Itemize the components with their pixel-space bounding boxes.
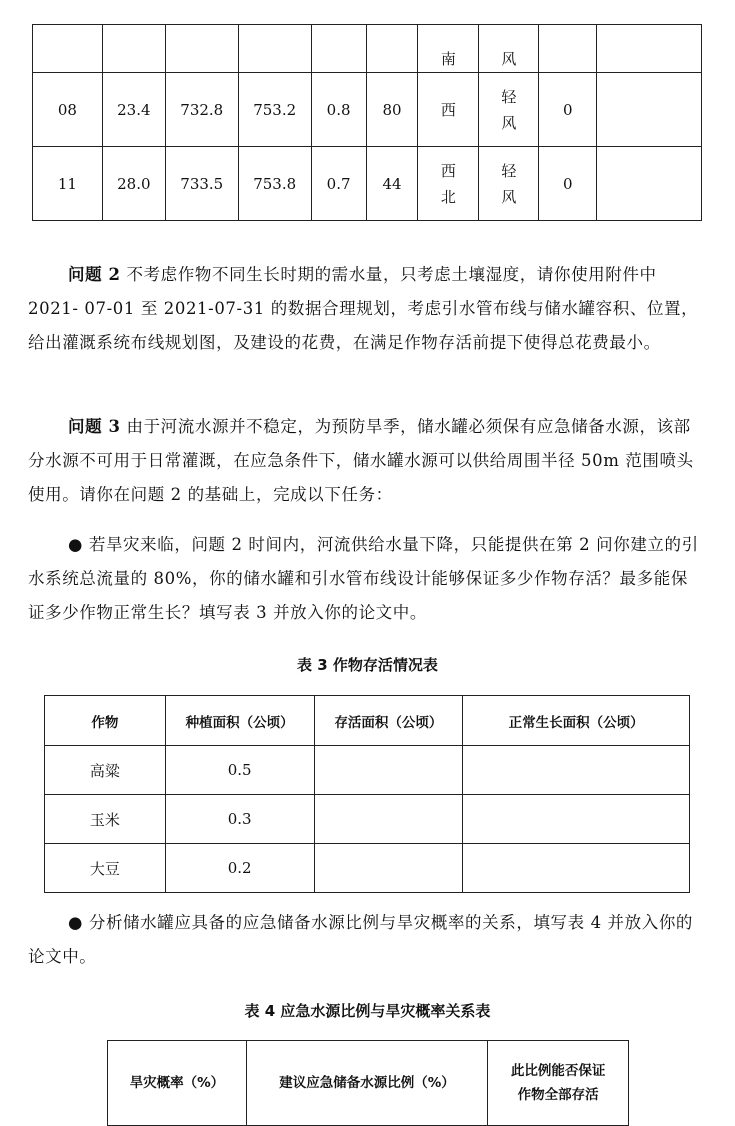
cell-humidity — [366, 25, 418, 73]
table-row — [33, 25, 702, 73]
weather-data-table — [32, 24, 702, 221]
normal-growth-area-cell — [463, 746, 690, 795]
survival-area-cell — [314, 746, 463, 795]
cell-hour — [33, 25, 103, 73]
cell-precipitation — [539, 147, 597, 221]
cell-text: 753.8 — [253, 174, 297, 193]
cell-wind-level — [479, 147, 539, 221]
crop-name: 大豆 — [45, 844, 166, 893]
cell-text: 风 — [501, 50, 517, 68]
cell-wind-speed — [311, 147, 366, 221]
cell-text: 风 — [501, 113, 517, 132]
cell-text: 753.2 — [253, 100, 297, 119]
cell-wind-speed — [311, 73, 366, 147]
question-2-label: 问题 2 — [68, 265, 121, 284]
header-normal-growth-area: 正常生长面积（公顷） — [463, 696, 690, 746]
header-survival-area: 存活面积（公顷） — [314, 696, 463, 746]
cell-temperature — [102, 25, 165, 73]
cell-wind-speed — [311, 25, 366, 73]
survival-area-cell — [314, 844, 463, 893]
cell-text: 80 — [382, 100, 402, 119]
cell-text: 23.4 — [117, 100, 151, 119]
cell-text: 西 — [440, 100, 456, 119]
table-4-caption: 表 4 应急水源比例与旱灾概率关系表 — [244, 1002, 491, 1020]
cell-precipitation — [539, 73, 597, 147]
header-line: 建议应急储备水源比例（%） — [279, 1075, 455, 1091]
table-row — [45, 844, 690, 893]
cell-pressure-b — [238, 147, 311, 221]
normal-growth-area-cell — [463, 795, 690, 844]
normal-growth-area-cell — [463, 844, 690, 893]
table-row — [45, 795, 690, 844]
cell-wind-level — [479, 73, 539, 147]
table-row — [33, 73, 702, 147]
cell-extra — [597, 147, 702, 221]
cell-text: 西 — [440, 161, 456, 180]
cell-temperature — [102, 147, 165, 221]
cell-extra — [597, 73, 702, 147]
header-drought-probability — [108, 1041, 247, 1126]
cell-humidity — [366, 73, 418, 147]
drought-ratio-table — [107, 1040, 629, 1126]
cell-text: 北 — [440, 187, 456, 206]
header-line: 作物全部存活 — [517, 1087, 599, 1103]
crop-survival-table — [44, 695, 690, 893]
cell-hour — [33, 147, 103, 221]
question-2-text: 不考虑作物不同生长时期的需水量，只考虑土壤湿度，请你使用附件中 2021- 07-01 至 2021-07-31 的数据合理规划，考虑引水管布线与储水罐容积、位置，给出灌溉系统布线规划图，及建设的花费，在满足作物存活前提下使得总花费最小。 — [28, 265, 699, 352]
cell-text: 0 — [562, 100, 573, 119]
cell-hour — [33, 73, 103, 147]
cell-wind-direction — [418, 25, 479, 73]
cell-wind-direction — [418, 147, 479, 221]
cell-wind-level — [479, 25, 539, 73]
question-3-paragraph — [28, 410, 704, 512]
planted-area: 0.5 — [165, 746, 314, 795]
crop-name: 高粱 — [45, 746, 166, 795]
bullet-emergency-ratio — [28, 906, 704, 974]
crop-name: 玉米 — [45, 795, 166, 844]
cell-extra — [597, 25, 702, 73]
cell-text: 44 — [382, 174, 402, 193]
cell-pressure-a — [165, 73, 238, 147]
question-2-paragraph — [28, 258, 704, 360]
planted-area: 0.3 — [165, 795, 314, 844]
question-3-text: 由于河流水源并不稳定，为预防旱季，储水罐必须保有应急储备水源，该部分水源不可用于日常灌溉，在应急条件下，储水罐水源可以供给周围半径 50m 范围喷头使用。请你在问题 2 的基础上，完成以下任务： — [28, 417, 694, 504]
cell-text: 轻 — [501, 161, 517, 180]
bullet-emergency-ratio-text: ● 分析储水罐应具备的应急储备水源比例与旱灾概率的关系，填写表 4 并放入你的论文中。 — [28, 913, 694, 966]
cell-text: 0.8 — [326, 100, 351, 119]
cell-text: 08 — [57, 100, 77, 119]
header-crop: 作物 — [45, 696, 166, 746]
cell-pressure-b — [238, 25, 311, 73]
cell-temperature — [102, 73, 165, 147]
header-guarantee-survival — [488, 1041, 629, 1126]
header-line: 旱灾概率（%） — [129, 1075, 225, 1091]
cell-humidity — [366, 147, 418, 221]
cell-text: 732.8 — [180, 100, 224, 119]
table-row — [45, 746, 690, 795]
header-line: 此比例能否保证 — [510, 1063, 606, 1079]
cell-wind-direction — [418, 73, 479, 147]
cell-text: 轻 — [501, 87, 517, 106]
cell-text: 11 — [57, 174, 77, 193]
cell-text: 733.5 — [180, 174, 224, 193]
header-planted-area: 种植面积（公顷） — [165, 696, 314, 746]
cell-text: 28.0 — [117, 174, 151, 193]
bullet-drought-survival-text: ● 若旱灾来临，问题 2 时间内，河流供给水量下降，只能提供在第 2 问你建立的引水系统总流量的 80%，你的储水罐和引水管布线设计能够保证多少作物存活？最多能保证多少作物正常生长？填写表 3 并放入你的论文中。 — [28, 535, 699, 622]
table-header-row — [45, 696, 690, 746]
table-row — [33, 147, 702, 221]
cell-text: 0.7 — [326, 174, 351, 193]
table-3-caption: 表 3 作物存活情况表 — [297, 656, 438, 674]
header-suggested-ratio — [246, 1041, 488, 1126]
question-3-label: 问题 3 — [68, 417, 121, 436]
cell-text: 南 — [440, 50, 456, 68]
cell-pressure-a — [165, 147, 238, 221]
table-header-row — [108, 1041, 629, 1126]
cell-pressure-b — [238, 73, 311, 147]
planted-area: 0.2 — [165, 844, 314, 893]
cell-text: 风 — [501, 187, 517, 206]
cell-text: 0 — [562, 174, 573, 193]
cell-pressure-a — [165, 25, 238, 73]
survival-area-cell — [314, 795, 463, 844]
bullet-drought-survival — [28, 528, 704, 630]
cell-precipitation — [539, 25, 597, 73]
